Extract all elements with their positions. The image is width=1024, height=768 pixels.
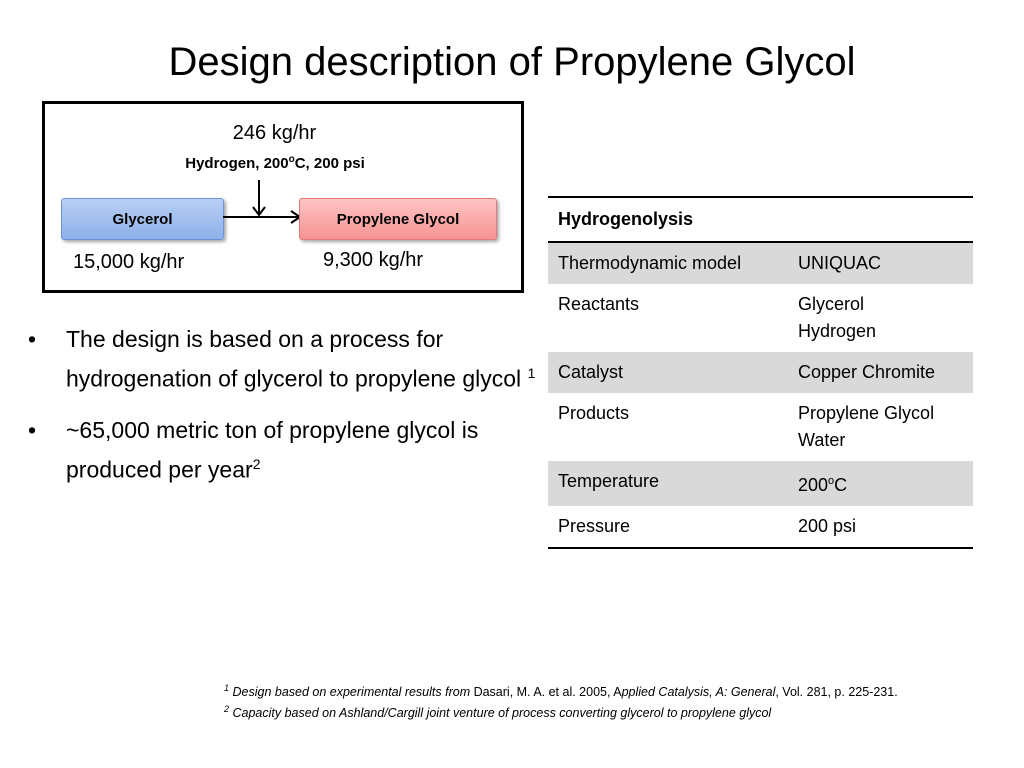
bullet-list [28,322,548,503]
degree-sup: o [828,475,835,487]
row-label: Products [558,403,630,423]
product-rate: 9,300 kg/hr [323,249,424,271]
row-value-line: Water [798,430,846,450]
row-value-line: Glycerol [798,294,865,314]
footnote-num: 2 [224,704,230,715]
hydrogen-feed-conditions [155,154,395,172]
bullet-text: The design is based on a process for hydrogenation of glycerol to propylene glycol [66,326,528,392]
bullet-text: ~65,000 metric ton of propylene glycol is produced per year [66,416,479,483]
table-row [548,461,973,506]
glycerol-block: Glycerol [61,198,224,240]
footnote-italic: Capacity based on Ashland/Cargill joint venture of process converting glycerol to propylene glycol [229,706,772,721]
bullet-item [28,322,548,396]
feed-conditions-post: C, 200 psi [294,155,365,172]
footnote-2 [224,701,898,722]
table-header-row [548,197,973,242]
process-diagram [42,101,524,293]
row-value-line: Propylene Glycol [798,403,935,423]
bullet-footnote-ref: 1 [527,365,536,381]
hydrogen-feed-rate: 246 kg/hr [232,122,317,144]
arrow-right-icon [223,209,303,225]
row-value: UNIQUAC [788,242,973,284]
row-value [788,284,973,352]
footnote-volume: , Vol. 281, p. 225-231. [775,685,898,700]
degree-sup: o [288,154,295,165]
footnote-1 [224,680,898,701]
footnotes [224,680,898,722]
table-row [548,352,973,393]
row-value [788,393,973,461]
table-row [548,393,973,461]
row-label: Temperature [548,461,788,506]
row-label: Thermodynamic model [548,242,788,284]
bullet-footnote-ref: 2 [252,455,261,472]
glycerol-feed-rate: 15,000 kg/hr [73,251,185,273]
feed-conditions-pre: Hydrogen, 200 [185,155,289,172]
row-value: 200 psi [788,506,973,548]
footnote-journal: pplied Catalysis, A: General [621,685,776,700]
footnote-italic: Design based on experimental results from [229,685,474,700]
table-row [548,506,973,548]
table-header: Hydrogenolysis [548,197,973,242]
row-label: Reactants [558,294,640,314]
bullet-dot-icon: • [28,416,37,443]
footnote-citation: Dasari, M. A. et al. 2005, A [473,685,622,700]
process-parameters-table [548,196,973,549]
row-label: Pressure [548,506,788,548]
temp-value-pre: 200 [798,475,829,495]
row-value-line: Hydrogen [798,321,877,341]
row-label: Catalyst [548,352,788,393]
bullet-dot-icon: • [28,326,37,352]
row-value: Copper Chromite [788,352,973,393]
footnote-num: 1 [224,683,230,693]
row-value [788,461,973,506]
slide-title: Design description of Propylene Glycol [168,40,856,84]
table-row [548,242,973,284]
bullet-item [28,413,548,487]
propylene-glycol-block: Propylene Glycol [299,198,497,240]
table-row [548,284,973,352]
temp-value-post: C [834,475,848,495]
